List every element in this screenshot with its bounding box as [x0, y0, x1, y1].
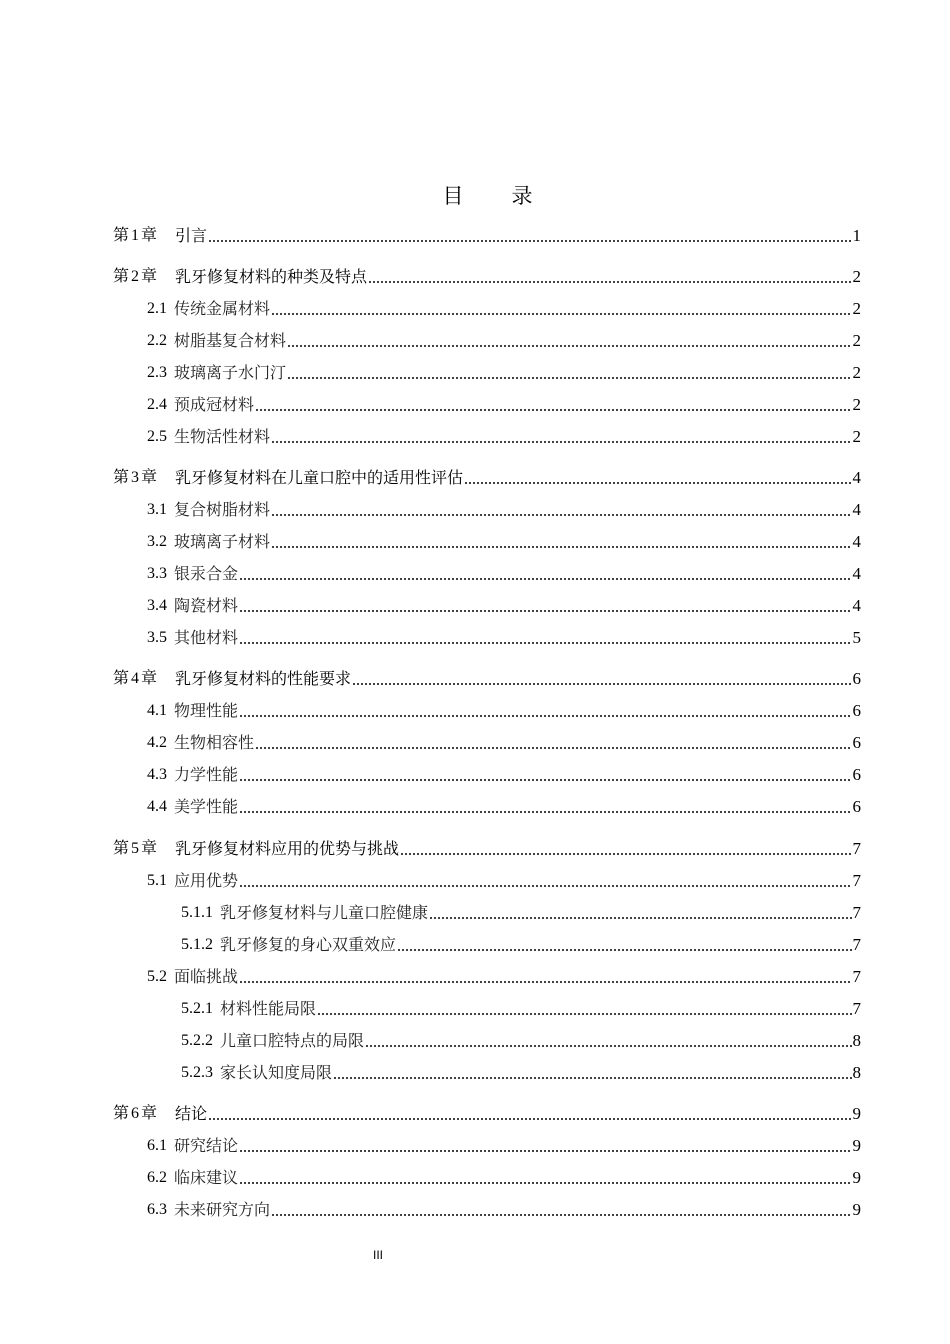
toc-entry-title: 银汞合金	[174, 564, 239, 583]
toc-page-number: 9	[852, 1168, 861, 1187]
toc-entry-title: 乳牙修复材料在儿童口腔中的适用性评估	[175, 468, 464, 487]
toc-entry-label	[147, 1134, 238, 1158]
toc-entry-title: 其他材料	[174, 628, 239, 647]
dot-leader	[239, 1134, 851, 1158]
toc-entry-number: 4.2	[147, 734, 167, 751]
toc-page-number: 2	[852, 267, 861, 286]
toc-subsection-entry[interactable]	[113, 901, 861, 925]
toc-entry-number: 3.3	[147, 565, 167, 582]
dot-leader	[271, 1198, 851, 1222]
toc-entry-number	[113, 1101, 157, 1126]
toc-entry-number: 4.1	[147, 702, 167, 719]
toc-entry-number: 2.2	[147, 332, 167, 349]
dot-leader	[397, 933, 851, 957]
toc-entry-title: 儿童口腔特点的局限	[220, 1031, 365, 1050]
toc-chapter-entry[interactable]	[113, 265, 861, 289]
dot-leader	[239, 626, 851, 650]
toc-entry-title: 玻璃离子水门汀	[174, 363, 287, 382]
toc-page-number: 1	[852, 226, 861, 245]
toc-entry-label	[113, 465, 463, 490]
toc-section-entry[interactable]	[113, 626, 861, 650]
toc-entry-number: 5.2	[147, 968, 167, 985]
toc-section-entry[interactable]	[113, 869, 861, 893]
chapter-suffix: 章	[141, 668, 158, 687]
toc-page-number: 4	[852, 500, 861, 519]
toc-entry-label	[181, 933, 396, 957]
toc-page-number: 7	[852, 903, 861, 922]
toc-entry-label	[113, 666, 351, 691]
chapter-number: 1	[131, 227, 140, 244]
toc-entry-title: 面临挑战	[174, 967, 239, 986]
dot-leader	[365, 1029, 851, 1053]
toc-section-entry[interactable]	[113, 393, 861, 417]
toc-entry-label	[181, 997, 316, 1021]
toc-entry-title: 临床建议	[174, 1168, 239, 1187]
toc-entry-label	[147, 562, 238, 586]
toc-entry-label	[147, 1198, 270, 1222]
toc-entry-title: 引言	[175, 226, 208, 245]
toc-section-entry[interactable]	[113, 699, 861, 723]
dot-leader	[239, 562, 851, 586]
toc-page-number: 6	[852, 669, 861, 688]
toc-page-number: 9	[852, 1136, 861, 1155]
toc-page-number: 5	[852, 628, 861, 647]
toc-heading	[0, 180, 950, 210]
dot-leader	[239, 869, 851, 893]
toc-section-entry[interactable]	[113, 530, 861, 554]
toc-page-number: 7	[852, 999, 861, 1018]
toc-page-number: 4	[852, 468, 861, 487]
dot-leader	[255, 393, 851, 417]
toc-page-number: 7	[852, 871, 861, 890]
toc-entry-title: 乳牙修复材料与儿童口腔健康	[220, 903, 429, 922]
toc-entry-title: 应用优势	[174, 871, 239, 890]
toc-entry-number: 4.3	[147, 766, 167, 783]
toc-page-number: 2	[852, 299, 861, 318]
chapter-number: 2	[131, 268, 140, 285]
toc-entry-number: 2.1	[147, 300, 167, 317]
toc-entry-label	[181, 901, 428, 925]
toc-entry-title: 树脂基复合材料	[174, 331, 287, 350]
chapter-suffix: 章	[141, 838, 158, 857]
toc-subsection-entry[interactable]	[113, 1061, 861, 1085]
toc-page-number: 4	[852, 532, 861, 551]
chapter-prefix: 第	[113, 225, 130, 244]
toc-entry-title: 未来研究方向	[174, 1200, 271, 1219]
toc-entry-number: 3.5	[147, 629, 167, 646]
dot-leader	[208, 224, 851, 248]
toc-chapter-entry[interactable]	[113, 466, 861, 490]
toc-entry-title: 玻璃离子材料	[174, 532, 271, 551]
chapter-prefix: 第	[113, 668, 130, 687]
toc-entry-title: 预成冠材料	[174, 395, 255, 414]
toc-entry-number: 5.2.3	[181, 1064, 213, 1081]
toc-entry-label	[147, 393, 254, 417]
toc-entry-label	[147, 699, 238, 723]
toc-page-number: 6	[852, 701, 861, 720]
toc-entry-number: 2.5	[147, 428, 167, 445]
toc-entry-number: 5.1.1	[181, 904, 213, 921]
toc-entry-label	[147, 361, 286, 385]
toc-entry-number: 3.2	[147, 533, 167, 550]
toc-entry-title: 传统金属材料	[174, 299, 271, 318]
toc-subsection-entry[interactable]	[113, 933, 861, 957]
dot-leader	[208, 1102, 851, 1126]
toc-page-number: 2	[852, 427, 861, 446]
toc-entry-label	[147, 869, 238, 893]
toc-entry-title: 研究结论	[174, 1136, 239, 1155]
toc-entry-title: 生物活性材料	[174, 427, 271, 446]
toc-entry-number: 5.1.2	[181, 936, 213, 953]
toc-entry-label	[113, 264, 367, 289]
toc-entry-label	[147, 626, 238, 650]
toc-section-entry[interactable]	[113, 763, 861, 787]
toc-entry-label	[147, 425, 270, 449]
chapter-number: 4	[131, 670, 140, 687]
dot-leader	[239, 965, 851, 989]
toc-section-entry[interactable]	[113, 329, 861, 353]
toc-entry-label	[147, 731, 254, 755]
toc-section-entry[interactable]	[113, 562, 861, 586]
toc-page-number: 2	[852, 395, 861, 414]
toc-section-entry[interactable]	[113, 361, 861, 385]
toc-heading-char-1: 目	[442, 184, 464, 208]
toc-entry-title: 乳牙修复材料的性能要求	[175, 669, 352, 688]
toc-entry-label	[113, 1101, 207, 1126]
footer-page-number: III	[372, 1248, 383, 1262]
toc-entry-label	[113, 223, 207, 248]
toc-entry-label	[147, 1166, 238, 1190]
dot-leader	[287, 361, 851, 385]
toc-chapter-entry[interactable]	[113, 224, 861, 248]
dot-leader	[317, 997, 851, 1021]
chapter-suffix: 章	[141, 225, 158, 244]
toc-heading-char-2: 录	[511, 184, 533, 208]
toc-entry-number: 6.2	[147, 1169, 167, 1186]
toc-entry-number	[113, 836, 157, 861]
chapter-suffix: 章	[141, 467, 158, 486]
toc-entry-number	[113, 666, 157, 691]
toc-page-number: 6	[852, 797, 861, 816]
toc-page-number: 7	[852, 967, 861, 986]
toc-entry-label	[147, 297, 270, 321]
chapter-prefix: 第	[113, 1103, 130, 1122]
dot-leader	[271, 498, 851, 522]
dot-leader	[287, 329, 851, 353]
toc-entry-title: 力学性能	[174, 765, 239, 784]
toc-chapter-entry[interactable]	[113, 1102, 861, 1126]
toc-entry-number	[113, 223, 157, 248]
toc-entry-title: 复合树脂材料	[174, 500, 271, 519]
toc-page-number: 2	[852, 331, 861, 350]
chapter-suffix: 章	[141, 1103, 158, 1122]
dot-leader	[333, 1061, 851, 1085]
toc-section-entry[interactable]	[113, 425, 861, 449]
toc-entry-title: 乳牙修复材料应用的优势与挑战	[175, 839, 400, 858]
toc-chapter-entry[interactable]	[113, 667, 861, 691]
dot-leader	[352, 667, 851, 691]
toc-entry-number: 3.1	[147, 501, 167, 518]
toc-entry-number	[113, 264, 157, 289]
toc-entry-number: 4.4	[147, 798, 167, 815]
toc-entry-label	[147, 965, 238, 989]
toc-section-entry[interactable]	[113, 1134, 861, 1158]
chapter-number: 3	[131, 469, 140, 486]
chapter-prefix: 第	[113, 467, 130, 486]
toc-entry-label	[113, 836, 399, 861]
toc-page-number: 6	[852, 733, 861, 752]
dot-leader	[271, 297, 851, 321]
toc-subsection-entry[interactable]	[113, 997, 861, 1021]
dot-leader	[271, 530, 851, 554]
dot-leader	[400, 837, 851, 861]
toc-entry-label	[147, 763, 238, 787]
dot-leader	[239, 763, 851, 787]
toc-section-entry[interactable]	[113, 297, 861, 321]
toc-page-number: 8	[852, 1063, 861, 1082]
toc-section-entry[interactable]	[113, 498, 861, 522]
chapter-number: 5	[131, 840, 140, 857]
toc-entry-label	[147, 594, 238, 618]
toc-entry-label	[147, 530, 270, 554]
toc-entry-title: 结论	[175, 1104, 208, 1123]
toc-subsection-entry[interactable]	[113, 1029, 861, 1053]
toc-entry-number: 3.4	[147, 597, 167, 614]
toc-section-entry[interactable]	[113, 1166, 861, 1190]
dot-leader	[239, 699, 851, 723]
dot-leader	[368, 265, 851, 289]
toc-section-entry[interactable]	[113, 731, 861, 755]
toc-entry-number: 5.2.2	[181, 1032, 213, 1049]
toc-entry-title: 陶瓷材料	[174, 596, 239, 615]
toc-page-number: 7	[852, 839, 861, 858]
toc-entry-title: 乳牙修复的身心双重效应	[220, 935, 397, 954]
toc-page-number: 9	[852, 1104, 861, 1123]
toc-page-number: 6	[852, 765, 861, 784]
toc-entry-title: 生物相容性	[174, 733, 255, 752]
toc-section-entry[interactable]	[113, 594, 861, 618]
toc-entry-label	[147, 329, 286, 353]
toc-page-number: 4	[852, 596, 861, 615]
toc-entry-title: 家长认知度局限	[220, 1063, 333, 1082]
dot-leader	[239, 795, 851, 819]
dot-leader	[255, 731, 851, 755]
toc-page-number: 8	[852, 1031, 861, 1050]
chapter-prefix: 第	[113, 838, 130, 857]
dot-leader	[271, 425, 851, 449]
toc-page-number: 4	[852, 564, 861, 583]
toc-chapter-entry[interactable]	[113, 837, 861, 861]
chapter-suffix: 章	[141, 266, 158, 285]
toc-entry-number: 5.2.1	[181, 1000, 213, 1017]
dot-leader	[239, 594, 851, 618]
dot-leader	[429, 901, 851, 925]
toc-entry-label	[147, 498, 270, 522]
toc-page-number: 9	[852, 1200, 861, 1219]
toc-entry-title: 物理性能	[174, 701, 239, 720]
toc-page-number: 2	[852, 363, 861, 382]
toc-entry-number: 2.4	[147, 396, 167, 413]
toc-page-number: 7	[852, 935, 861, 954]
toc-entry-title: 材料性能局限	[220, 999, 317, 1018]
dot-leader	[239, 1166, 851, 1190]
toc-entry-title: 乳牙修复材料的种类及特点	[175, 267, 368, 286]
toc-entry-number: 2.3	[147, 364, 167, 381]
toc-section-entry[interactable]	[113, 965, 861, 989]
toc-entry-number: 5.1	[147, 872, 167, 889]
toc-entry-number	[113, 465, 157, 490]
toc-entry-number: 6.1	[147, 1137, 167, 1154]
toc-entry-label	[181, 1029, 364, 1053]
toc-entry-label	[147, 795, 238, 819]
toc-entry-number: 6.3	[147, 1201, 167, 1218]
toc-section-entry[interactable]	[113, 1198, 861, 1222]
toc-entry-title: 美学性能	[174, 797, 239, 816]
dot-leader	[464, 466, 851, 490]
chapter-number: 6	[131, 1105, 140, 1122]
toc-section-entry[interactable]	[113, 795, 861, 819]
toc-entry-label	[181, 1061, 332, 1085]
chapter-prefix: 第	[113, 266, 130, 285]
